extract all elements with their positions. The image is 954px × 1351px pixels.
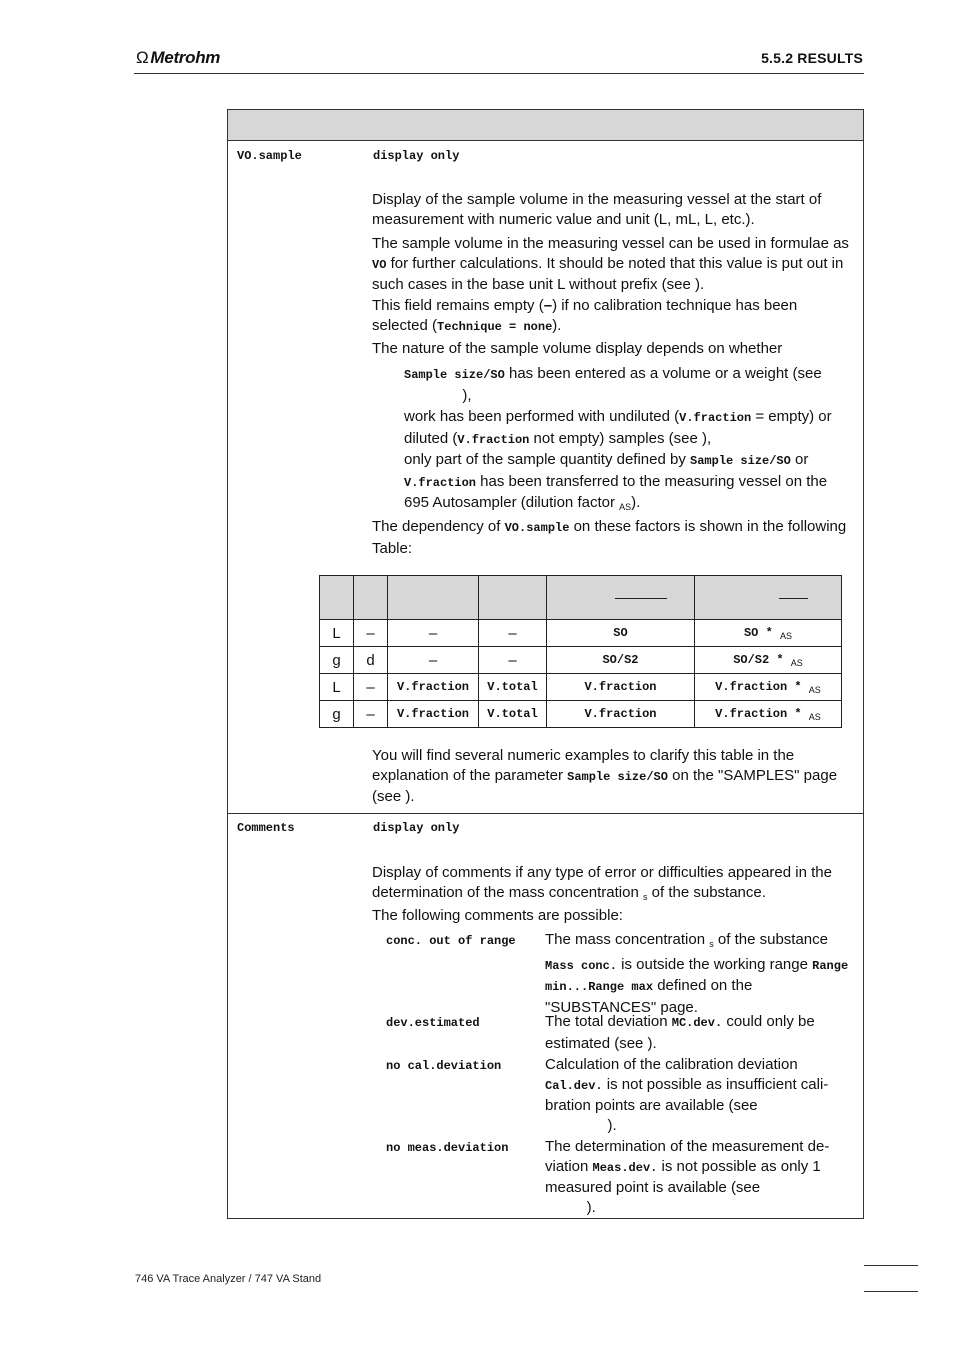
fraction-bar: [779, 598, 808, 599]
param-mode-comments: display only: [373, 821, 460, 835]
table-row: L – V.fraction V.total V.fraction V.fraction * $_{AS}$: [320, 674, 842, 701]
parameter-box: [227, 109, 864, 1219]
vo-sample-paragraph-6: You will find several numeric examples to clarify this table in the explanation of the parameter Sample size/SO on the "SAMPLES" page (see ).: [372, 747, 838, 805]
vo-sample-paragraph-4: The nature of the sample volume display depends on whether: [372, 340, 783, 357]
comment-key-no-cal-deviation: no cal.deviation: [386, 1059, 502, 1073]
footer-rule: [864, 1291, 918, 1292]
vo-sample-paragraph-2: The sample volume in the measuring vessel can be used in formulae as VO for further calculations. It should be noted that this value is put out in such cases in the base unit L without prefix (see ).: [372, 235, 849, 293]
vo-sample-dependency-table: [319, 575, 842, 728]
bullet-autosampler: only part of the sample quantity defined by Sample size/SO or V.fraction has been transferred to the measuring vessel on the 695 Autosampler (dilution factor $_{AS}$).: [404, 451, 828, 512]
comments-paragraph-2: The following comments are possible:: [372, 907, 623, 924]
code-technique: Technique = none: [437, 319, 553, 334]
vo-sample-paragraph-1: Display of the sample volume in the measuring vessel at the start of measurement with numeric value and unit (L, mL, L, etc.).: [372, 191, 822, 228]
comments-paragraph-1: Display of comments if any type of error or difficulties appeared in the determination of the mass concentration $_s$ of the substance.: [372, 864, 832, 902]
footer-text: 746 VA Trace Analyzer / 747 VA Stand: [135, 1273, 322, 1285]
bullet-dilution: work has been performed with undiluted (V.fraction = empty) or diluted (V.fraction not empty) samples (see ),: [404, 408, 832, 447]
section-divider: [228, 813, 863, 814]
section-title: 5.5.2 RESULTS: [761, 50, 863, 66]
table-row: g – V.fraction V.total V.fraction V.fraction * $_{AS}$: [320, 701, 842, 728]
comment-desc-conc-out-of-range: The mass concentration $_s$ of the substance Mass conc. is outside the working range Range min...Range max defined on the "SUBSTANCES" page.: [545, 931, 849, 1016]
box-header: [228, 110, 863, 141]
table-row: g d – – SO/S2 SO/S2 * $_{AS}$: [320, 647, 842, 674]
metrohm-logo-icon: Ω: [136, 48, 149, 67]
footer-rule: [864, 1265, 918, 1266]
table-header-row: [320, 576, 842, 620]
comment-key-dev-estimated: dev.estimated: [386, 1016, 480, 1030]
vo-sample-paragraph-5: The dependency of VO.sample on these factors is shown in the following Table:: [372, 518, 847, 557]
code-vo: VO: [372, 257, 387, 272]
comment-desc-no-meas-deviation: The determination of the measurement de-viation Meas.dev. is not possible as only 1 measured point is available (see ).: [545, 1138, 830, 1216]
comment-desc-no-cal-deviation: Calculation of the calibration deviation Cal.dev. is not possible as insufficient cali-bration points are available (see ).: [545, 1056, 829, 1134]
comment-key-no-meas-deviation: no meas.deviation: [386, 1141, 509, 1155]
comment-desc-dev-estimated: The total deviation MC.dev. could only be estimated (see ).: [545, 1013, 815, 1052]
metrohm-logo: [136, 48, 220, 68]
header-rule: [134, 73, 864, 74]
logo-text: Metrohm: [150, 48, 221, 67]
bullet-sample-size: Sample size/SO has been entered as a volume or a weight (see ),: [404, 365, 822, 404]
param-name-vo-sample: VO.sample: [237, 149, 302, 163]
table-row: L – – – SO SO * $_{AS}$: [320, 620, 842, 647]
param-name-comments: Comments: [237, 821, 295, 835]
vo-sample-paragraph-3: This field remains empty (–) if no calibration technique has been selected (Technique = none).: [372, 297, 798, 334]
param-mode-vo-sample: display only: [373, 149, 460, 163]
comment-key-conc-out-of-range: conc. out of range: [386, 934, 516, 948]
fraction-bar: [615, 598, 667, 599]
